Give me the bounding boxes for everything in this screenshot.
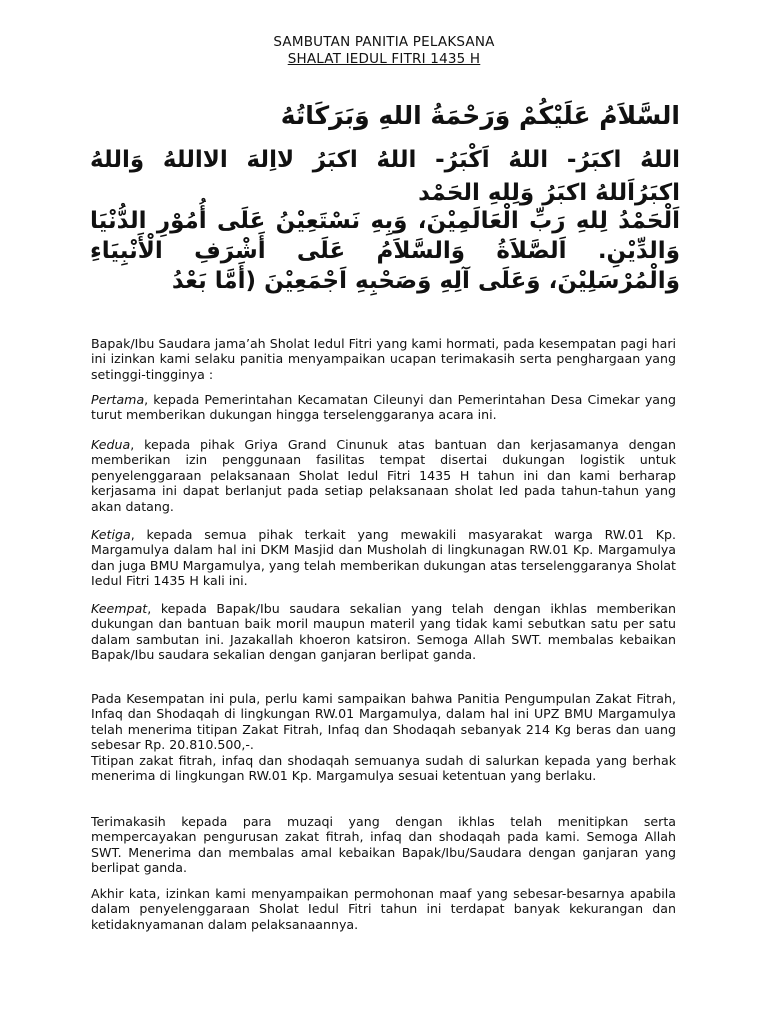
document-title: SAMBUTAN PANITIA PELAKSANA [273, 34, 495, 50]
paragraph-lead: Keempat [91, 601, 148, 616]
paragraph-body: , kepada pihak Griya Grand Cinunuk atas bantuan dan kerjasamanya dengan memberikan izin penggunaan fasilitas tempat disertai dukungan logistik untuk penyelenggaraan pelaksanaan Sholat Iedul Fitri 1435 H tahun ini dan kami berharap kerjasama ini dapat berlanjut pada setiap pelaksanaan sholat Ied pada tahun-tahun yang akan datang. [91, 437, 676, 514]
paragraph-lead: Ketiga [91, 527, 131, 542]
paragraph-body: , kepada Bapak/Ibu saudara sekalian yang telah dengan ikhlas memberikan dukungan dan bantuan baik moril maupun materil yang tidak kami sebutkan satu per satu dalam sambutan ini. Jazakallah khoeron katsiron. Semoga Allah SWT. membalas kebaikan Bapak/Ibu saudara sekalian dengan ganjaran berlipat ganda. [91, 601, 676, 663]
arabic-salam: السَّلاَمُ عَلَيْكُمْ وَرَحْمَةُ اللهِ وَبَرَكَاتُهُ [280, 101, 680, 130]
paragraph-opening: Bapak/Ibu Saudara jama’ah Sholat Iedul Fitri yang kami hormati, pada kesempatan pagi hari ini izinkan kami selaku panitia menyampaikan ucapan terimakasih serta penghargaan yang setinggi-tingginya : [91, 336, 676, 382]
paragraph-kedua [91, 437, 676, 514]
paragraph-zakat-report [91, 691, 676, 783]
paragraph-ketiga [91, 527, 676, 589]
paragraph-thanks-muzaqi: Terimakasih kepada para muzaqi yang dengan ikhlas telah menitipkan serta mempercayakan pengurusan zakat fitrah, infaq dan shodaqah pada kami. Semoga Allah SWT. Menerima dan membalas amal kebaikan Bapak/Ibu/Saudara dengan ganjaran yang berlipat ganda. [91, 814, 676, 876]
paragraph-pertama [91, 392, 676, 423]
paragraph-closing: Akhir kata, izinkan kami menyampaikan permohonan maaf yang sebesar-besarnya apabila dalam penyelenggaraan Sholat Iedul Fitri tahun ini terdapat banyak kekurangan dan ketidaknyamanan dalam pelaksanaannya. [91, 886, 676, 932]
paragraph-zakat-received: Pada Kesempatan ini pula, perlu kami sampaikan bahwa Panitia Pengumpulan Zakat Fitrah, Infaq dan Shodaqah di lingkungan RW.01 Margamulya, dalam hal ini UPZ BMU Margamulya telah menerima titipan Zakat Fitrah, Infaq dan Shodaqah sebanyak 214 Kg beras dan uang sebesar Rp. 20.810.500,-. [91, 691, 676, 753]
paragraph-zakat-distributed: Titipan zakat fitrah, infaq dan shodaqah semuanya sudah di salurkan kepada yang berhak menerima di lingkungan RW.01 Kp. Margamulya sesuai ketentuan yang berlaku. [91, 752, 676, 784]
paragraph-body: , kepada Pemerintahan Kecamatan Cileunyi dan Pemerintahan Desa Cimekar yang turut memberikan dukungan hingga terselenggaranya acara ini. [91, 392, 676, 423]
paragraph-lead: Pertama [91, 392, 145, 407]
paragraph-body: , kepada semua pihak terkait yang mewakili masyarakat warga RW.01 Kp. Margamulya dalam hal ini DKM Masjid dan Musholah di lingkunagan RW.01 Kp. Margamulya dan juga BMU Margamulya, yang telah memberikan dukungan atas terselenggaranya Sholat Iedul Fitri 1435 H kali ini. [91, 527, 676, 589]
paragraph-keempat [91, 601, 676, 663]
document-subtitle: SHALAT IEDUL FITRI 1435 H [287, 51, 481, 67]
arabic-hamdalah: اَلْحَمْدُ لِلهِ رَبِّ الْعَالَمِيْنَ، وَبِهِ نَسْتَعِيْنُ عَلَى أُمُوْرِ الدُّنْيَا وَالدِّيْنِ. اَلصَّلاَةُ وَالسَّلاَمُ عَلَى أَشْرَفِ الْأَنْبِيَاءِ وَالْمُرْسَلِيْنَ، وَعَلَى آلِهِ وَصَحْبِهِ اَجْمَعِيْنَ (أَمَّا بَعْدُ [90, 208, 680, 294]
arabic-takbir: اللهُ اكبَرُ- اللهُ اَكْبَرُ- اللهُ اكبَرُ لااِلهَ الااللهُ وَاللهُ اكبَرُاَللهُ اكبَرُ وَلِلهِ الحَمْد [90, 147, 680, 206]
paragraph-lead: Kedua [91, 437, 131, 452]
